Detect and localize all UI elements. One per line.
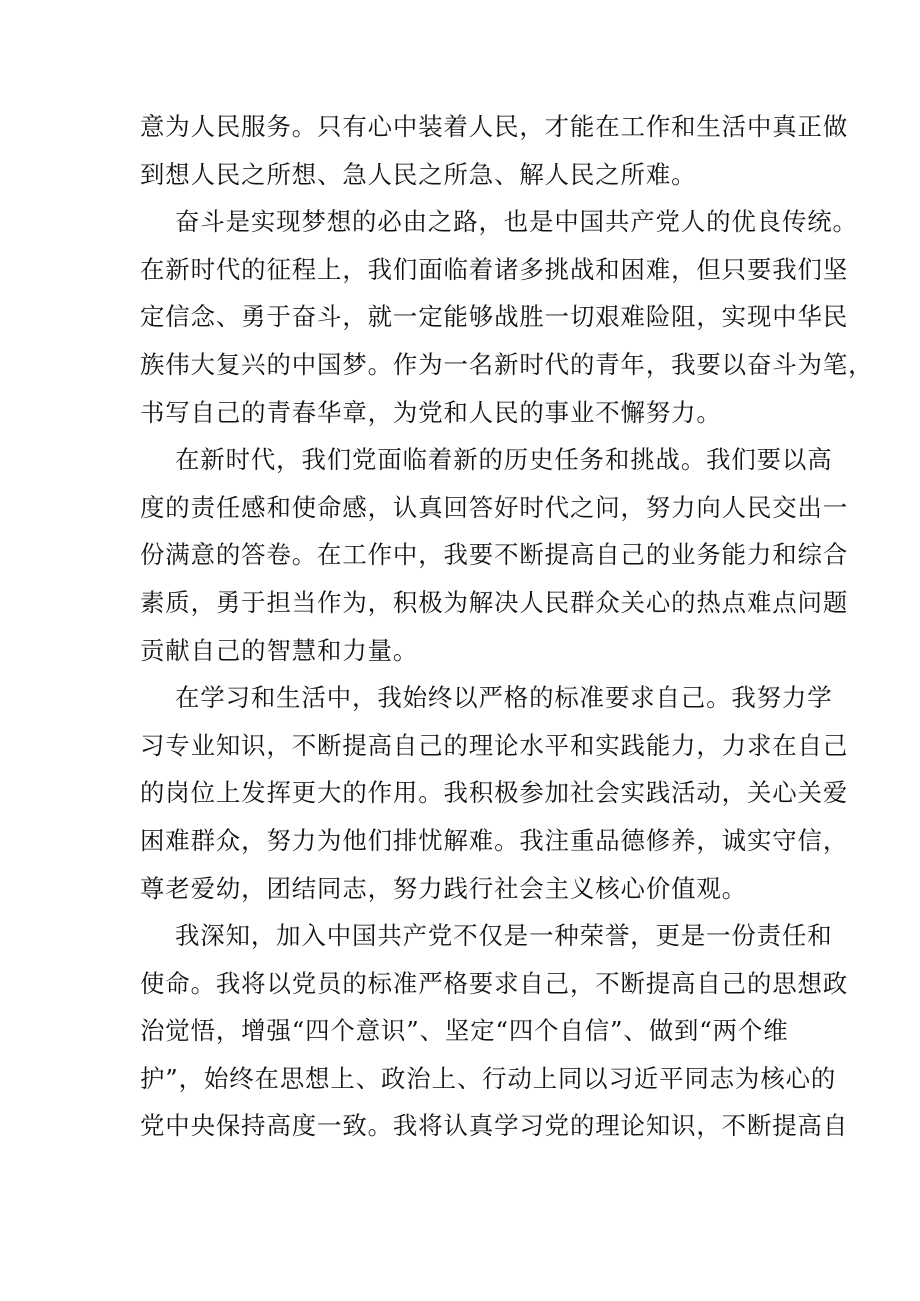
document-body	[140, 103, 874, 1150]
paragraph	[140, 674, 849, 912]
paragraph	[140, 103, 849, 198]
text-line: 尊老爱幼，团结同志，努力践行社会主义核心价值观。	[140, 873, 747, 903]
text-line: 治觉悟，增强“四个意识”、坚定“四个自信”、做到“两个维	[140, 1016, 789, 1046]
text-line: 定信念、勇于奋斗，就一定能够战胜一切艰难险阻，实现中华民	[140, 302, 849, 332]
text-line: 在学习和生活中，我始终以严格的标准要求自己。我努力学	[175, 683, 833, 713]
text-line: 的岗位上发挥更大的作用。我积极参加社会实践活动，关心关爱	[140, 778, 849, 808]
text-line: 到想人民之所想、急人民之所急、解人民之所难。	[140, 159, 697, 189]
text-line: 奋斗是实现梦想的必由之路，也是中国共产党人的优良传统。	[175, 207, 858, 237]
text-line: 书写自己的青春华章，为党和人民的事业不懈努力。	[140, 397, 722, 427]
paragraph	[140, 436, 849, 674]
paragraph	[140, 912, 849, 1150]
text-line: 困难群众，努力为他们排忧解难。我注重品德修养，诚实守信，	[140, 825, 849, 855]
text-line: 贡献自己的智慧和力量。	[140, 635, 419, 665]
text-line: 度的责任感和使命感，认真回答好时代之问，努力向人民交出一	[140, 492, 849, 522]
text-line: 意为人民服务。只有心中装着人民，才能在工作和生活中真正做	[140, 112, 849, 141]
text-line: 党中央保持高度一致。我将认真学习党的理论知识，不断提高自	[140, 1111, 849, 1141]
text-line: 族伟大复兴的中国梦。作为一名新时代的青年，我要以奋斗为笔，	[140, 349, 874, 379]
text-line: 在新时代，我们党面临着新的历史任务和挑战。我们要以高	[175, 445, 833, 475]
text-line: 我深知，加入中国共产党不仅是一种荣誉，更是一份责任和	[175, 921, 833, 951]
text-line: 使命。我将以党员的标准严格要求自己，不断提高自己的思想政	[140, 968, 849, 998]
text-line: 在新时代的征程上，我们面临着诸多挑战和困难，但只要我们坚	[140, 254, 849, 284]
text-line: 素质，勇于担当作为，积极为解决人民群众关心的热点难点问题	[140, 587, 849, 617]
text-line: 护”，始终在思想上、政治上、行动上同以习近平同志为核心的	[140, 1063, 837, 1093]
text-line: 习专业知识，不断提高自己的理论水平和实践能力，力求在自己	[140, 730, 849, 760]
text-line: 份满意的答卷。在工作中，我要不断提高自己的业务能力和综合	[140, 540, 849, 570]
paragraph	[140, 198, 874, 436]
